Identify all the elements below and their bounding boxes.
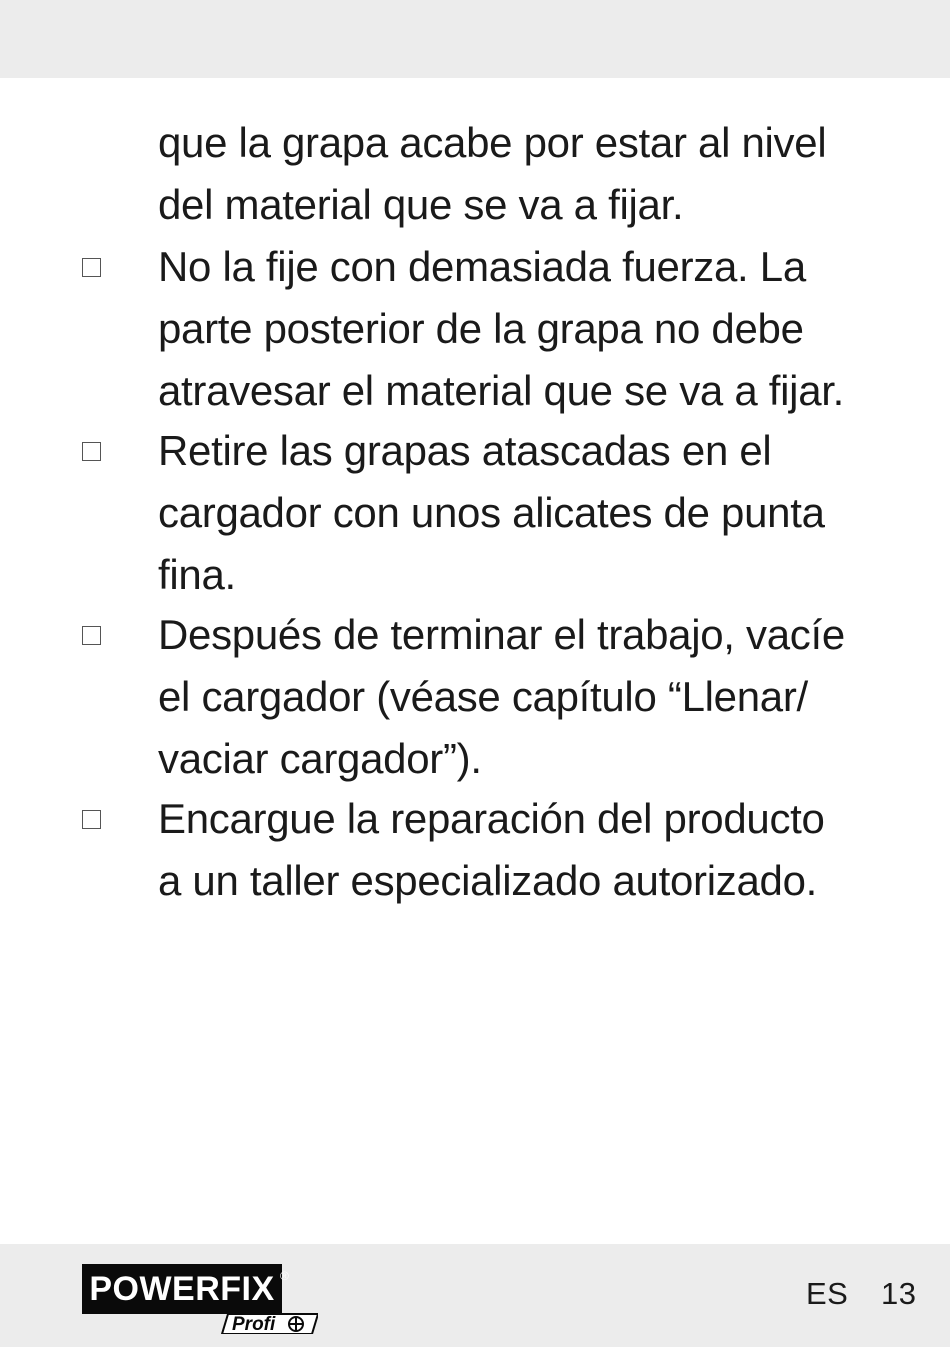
logo-brand-text: POWERFIX xyxy=(89,1270,275,1308)
list-item-line: Retire las grapas atascadas en el xyxy=(158,427,772,474)
list-item-line: el cargador (véase capítulo “Llenar/ xyxy=(158,673,808,720)
list-item-line: atravesar el material que se va a fijar. xyxy=(158,367,845,414)
list-item-line: Después de terminar el trabajo, vacíe xyxy=(158,611,845,658)
continuation-line: que la grapa acabe por estar al nivel xyxy=(158,119,827,166)
continuation-line: del material que se va a fijar. xyxy=(158,181,684,228)
list-item-line: fina. xyxy=(158,551,236,598)
list-item-line: a un taller especializado autorizado. xyxy=(158,857,817,904)
page-number: 13 xyxy=(881,1276,917,1311)
list-item-line: Encargue la reparación del producto xyxy=(158,795,825,842)
powerfix-profi-logo xyxy=(82,1264,318,1334)
checkbox-bullet-icon xyxy=(82,442,101,461)
page-footer xyxy=(0,1244,950,1347)
logo-sub-text: Profi xyxy=(232,1314,276,1334)
list-item-line: cargador con unos alicates de punta xyxy=(158,489,825,536)
checkbox-bullet-icon xyxy=(82,810,101,829)
language-code: ES xyxy=(806,1276,849,1311)
crosshair-circle-icon xyxy=(289,1317,303,1331)
list-item-line: parte posterior de la grapa no debe xyxy=(158,305,804,352)
checkbox-bullet-icon xyxy=(82,258,101,277)
header-band xyxy=(0,0,950,78)
list-item-line: No la fije con demasiada fuerza. La xyxy=(158,243,806,290)
list-item-line: vaciar cargador”). xyxy=(158,735,482,782)
registered-mark: ® xyxy=(280,1269,289,1283)
checkbox-bullet-icon xyxy=(82,626,101,645)
